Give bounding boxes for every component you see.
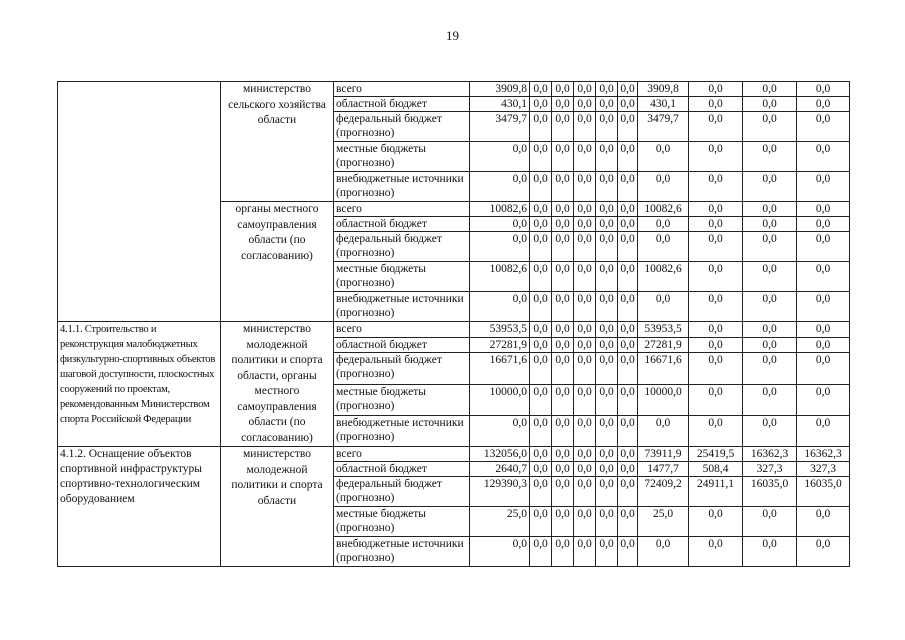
year-amount-cell: 0,0 xyxy=(618,172,638,202)
year-amount-cell: 0,0 xyxy=(618,537,638,567)
year-amount-cell: 0,0 xyxy=(552,82,574,97)
year-amount-cell: 508,4 xyxy=(689,462,743,477)
year-amount-cell: 0,0 xyxy=(797,384,850,415)
year-amount-cell: 0,0 xyxy=(797,322,850,338)
funding-source-cell: всего xyxy=(334,202,470,217)
executor-cell: министерство молодежной политики и спорта области, органы местного самоуправления области (по согласованию) xyxy=(221,322,334,447)
year-amount-cell: 0,0 xyxy=(530,292,552,322)
year-amount-cell: 0,0 xyxy=(743,322,797,338)
year-amount-cell: 0,0 xyxy=(552,477,574,507)
year-amount-cell: 0,0 xyxy=(689,384,743,415)
year-amount-cell: 0,0 xyxy=(596,384,618,415)
year-amount-cell: 0,0 xyxy=(596,112,618,142)
year-amount-cell: 0,0 xyxy=(618,447,638,462)
year-amount-cell: 0,0 xyxy=(530,384,552,415)
year-amount-cell: 0,0 xyxy=(574,97,596,112)
year-amount-cell: 0,0 xyxy=(797,202,850,217)
year-amount-cell: 0,0 xyxy=(797,353,850,384)
year-amount-cell: 0,0 xyxy=(552,447,574,462)
year-amount-cell: 73911,9 xyxy=(638,447,689,462)
funding-source-cell: местные бюджеты (прогнозно) xyxy=(334,142,470,172)
funding-source-cell: внебюджетные источники (прогнозно) xyxy=(334,537,470,567)
year-amount-cell: 0,0 xyxy=(574,353,596,384)
year-amount-cell: 0,0 xyxy=(743,82,797,97)
year-amount-cell: 0,0 xyxy=(596,82,618,97)
year-amount-cell: 25419,5 xyxy=(689,447,743,462)
year-amount-cell: 0,0 xyxy=(797,232,850,262)
total-amount-cell: 3909,8 xyxy=(470,82,530,97)
year-amount-cell: 0,0 xyxy=(743,292,797,322)
year-amount-cell: 0,0 xyxy=(618,262,638,292)
year-amount-cell: 0,0 xyxy=(530,82,552,97)
year-amount-cell: 0,0 xyxy=(797,142,850,172)
year-amount-cell: 0,0 xyxy=(743,353,797,384)
year-amount-cell: 0,0 xyxy=(743,142,797,172)
year-amount-cell: 0,0 xyxy=(743,415,797,446)
year-amount-cell: 0,0 xyxy=(552,217,574,232)
year-amount-cell: 0,0 xyxy=(552,384,574,415)
year-amount-cell: 0,0 xyxy=(596,415,618,446)
year-amount-cell: 0,0 xyxy=(689,82,743,97)
funding-table xyxy=(57,81,850,567)
year-amount-cell: 0,0 xyxy=(618,112,638,142)
total-amount-cell: 0,0 xyxy=(470,142,530,172)
year-amount-cell: 16362,3 xyxy=(743,447,797,462)
year-amount-cell: 0,0 xyxy=(574,112,596,142)
year-amount-cell: 0,0 xyxy=(618,232,638,262)
year-amount-cell: 0,0 xyxy=(743,384,797,415)
year-amount-cell: 0,0 xyxy=(689,202,743,217)
year-amount-cell: 0,0 xyxy=(530,477,552,507)
total-amount-cell: 132056,0 xyxy=(470,447,530,462)
year-amount-cell: 0,0 xyxy=(618,415,638,446)
year-amount-cell: 0,0 xyxy=(552,112,574,142)
executor-cell: органы местного самоуправления области (по согласованию) xyxy=(221,202,334,322)
year-amount-cell: 0,0 xyxy=(552,142,574,172)
year-amount-cell: 16362,3 xyxy=(797,447,850,462)
year-amount-cell: 0,0 xyxy=(596,142,618,172)
year-amount-cell: 0,0 xyxy=(689,217,743,232)
year-amount-cell: 27281,9 xyxy=(638,337,689,353)
funding-source-cell: местные бюджеты (прогнозно) xyxy=(334,507,470,537)
total-amount-cell: 10082,6 xyxy=(470,262,530,292)
year-amount-cell: 0,0 xyxy=(574,322,596,338)
year-amount-cell: 430,1 xyxy=(638,97,689,112)
year-amount-cell: 0,0 xyxy=(618,217,638,232)
year-amount-cell: 0,0 xyxy=(552,232,574,262)
year-amount-cell: 0,0 xyxy=(574,82,596,97)
year-amount-cell: 0,0 xyxy=(530,507,552,537)
year-amount-cell: 0,0 xyxy=(574,142,596,172)
year-amount-cell: 0,0 xyxy=(638,292,689,322)
year-amount-cell: 0,0 xyxy=(530,337,552,353)
funding-source-cell: областной бюджет xyxy=(334,97,470,112)
year-amount-cell: 0,0 xyxy=(574,292,596,322)
year-amount-cell: 0,0 xyxy=(574,232,596,262)
year-amount-cell: 10082,6 xyxy=(638,262,689,292)
year-amount-cell: 24911,1 xyxy=(689,477,743,507)
year-amount-cell: 0,0 xyxy=(574,477,596,507)
year-amount-cell: 0,0 xyxy=(530,462,552,477)
funding-source-cell: внебюджетные источники (прогнозно) xyxy=(334,415,470,446)
year-amount-cell: 0,0 xyxy=(797,337,850,353)
funding-source-cell: федеральный бюджет (прогнозно) xyxy=(334,477,470,507)
year-amount-cell: 0,0 xyxy=(574,537,596,567)
year-amount-cell: 0,0 xyxy=(689,322,743,338)
year-amount-cell: 0,0 xyxy=(574,507,596,537)
year-amount-cell: 0,0 xyxy=(618,462,638,477)
funding-source-cell: областной бюджет xyxy=(334,217,470,232)
total-amount-cell: 0,0 xyxy=(470,172,530,202)
total-amount-cell: 0,0 xyxy=(470,537,530,567)
year-amount-cell: 0,0 xyxy=(689,353,743,384)
year-amount-cell: 0,0 xyxy=(638,415,689,446)
year-amount-cell: 0,0 xyxy=(552,322,574,338)
year-amount-cell: 0,0 xyxy=(797,82,850,97)
year-amount-cell: 0,0 xyxy=(743,232,797,262)
year-amount-cell: 53953,5 xyxy=(638,322,689,338)
program-name-cell: 4.1.1. Строительство и реконструкция малобюджетных физкультурно-спортивных объектов шаговой доступности, плоскостных сооружений по проектам, рекомендованным Министерством спорта Российской Федерации xyxy=(58,322,221,447)
year-amount-cell: 1477,7 xyxy=(638,462,689,477)
year-amount-cell: 0,0 xyxy=(596,477,618,507)
year-amount-cell: 0,0 xyxy=(552,202,574,217)
program-name-cell xyxy=(58,82,221,322)
year-amount-cell: 0,0 xyxy=(638,142,689,172)
year-amount-cell: 0,0 xyxy=(574,447,596,462)
year-amount-cell: 0,0 xyxy=(618,507,638,537)
total-amount-cell: 129390,3 xyxy=(470,477,530,507)
year-amount-cell: 10082,6 xyxy=(638,202,689,217)
year-amount-cell: 0,0 xyxy=(596,202,618,217)
year-amount-cell: 0,0 xyxy=(618,82,638,97)
year-amount-cell: 0,0 xyxy=(689,337,743,353)
year-amount-cell: 327,3 xyxy=(797,462,850,477)
year-amount-cell: 0,0 xyxy=(596,537,618,567)
year-amount-cell: 0,0 xyxy=(574,202,596,217)
year-amount-cell: 0,0 xyxy=(618,202,638,217)
total-amount-cell: 27281,9 xyxy=(470,337,530,353)
year-amount-cell: 0,0 xyxy=(574,337,596,353)
funding-source-cell: федеральный бюджет (прогнозно) xyxy=(334,112,470,142)
total-amount-cell: 430,1 xyxy=(470,97,530,112)
year-amount-cell: 0,0 xyxy=(689,97,743,112)
year-amount-cell: 0,0 xyxy=(552,537,574,567)
year-amount-cell: 0,0 xyxy=(797,415,850,446)
year-amount-cell: 0,0 xyxy=(743,202,797,217)
year-amount-cell: 0,0 xyxy=(618,142,638,172)
year-amount-cell: 0,0 xyxy=(596,217,618,232)
program-name-cell: 4.1.2. Оснащение объектов спортивной инфраструктуры спортивно-технологическим оборудованием xyxy=(58,447,221,567)
funding-source-cell: федеральный бюджет (прогнозно) xyxy=(334,232,470,262)
year-amount-cell: 0,0 xyxy=(574,415,596,446)
year-amount-cell: 327,3 xyxy=(743,462,797,477)
year-amount-cell: 0,0 xyxy=(596,447,618,462)
year-amount-cell: 0,0 xyxy=(530,537,552,567)
year-amount-cell: 0,0 xyxy=(530,415,552,446)
year-amount-cell: 0,0 xyxy=(689,112,743,142)
year-amount-cell: 0,0 xyxy=(574,384,596,415)
year-amount-cell: 0,0 xyxy=(797,97,850,112)
year-amount-cell: 0,0 xyxy=(618,337,638,353)
table-row xyxy=(58,322,850,338)
year-amount-cell: 0,0 xyxy=(552,415,574,446)
year-amount-cell: 0,0 xyxy=(596,322,618,338)
year-amount-cell: 0,0 xyxy=(530,447,552,462)
year-amount-cell: 0,0 xyxy=(552,353,574,384)
year-amount-cell: 0,0 xyxy=(743,262,797,292)
year-amount-cell: 0,0 xyxy=(552,172,574,202)
year-amount-cell: 0,0 xyxy=(530,142,552,172)
year-amount-cell: 0,0 xyxy=(596,262,618,292)
total-amount-cell: 25,0 xyxy=(470,507,530,537)
funding-source-cell: местные бюджеты (прогнозно) xyxy=(334,384,470,415)
year-amount-cell: 0,0 xyxy=(530,202,552,217)
year-amount-cell: 0,0 xyxy=(618,353,638,384)
year-amount-cell: 0,0 xyxy=(689,415,743,446)
table-row xyxy=(58,82,850,97)
year-amount-cell: 0,0 xyxy=(530,353,552,384)
year-amount-cell: 72409,2 xyxy=(638,477,689,507)
total-amount-cell: 0,0 xyxy=(470,292,530,322)
funding-source-cell: всего xyxy=(334,82,470,97)
year-amount-cell: 0,0 xyxy=(743,112,797,142)
total-amount-cell: 0,0 xyxy=(470,415,530,446)
year-amount-cell: 3479,7 xyxy=(638,112,689,142)
table-row xyxy=(58,447,850,462)
year-amount-cell: 0,0 xyxy=(797,507,850,537)
year-amount-cell: 0,0 xyxy=(596,232,618,262)
year-amount-cell: 0,0 xyxy=(618,477,638,507)
total-amount-cell: 2640,7 xyxy=(470,462,530,477)
year-amount-cell: 0,0 xyxy=(689,507,743,537)
year-amount-cell: 0,0 xyxy=(596,292,618,322)
total-amount-cell: 16671,6 xyxy=(470,353,530,384)
year-amount-cell: 0,0 xyxy=(743,97,797,112)
year-amount-cell: 0,0 xyxy=(743,337,797,353)
executor-cell: министерство молодежной политики и спорта области xyxy=(221,447,334,567)
funding-source-cell: федеральный бюджет (прогнозно) xyxy=(334,353,470,384)
funding-source-cell: внебюджетные источники (прогнозно) xyxy=(334,292,470,322)
year-amount-cell: 0,0 xyxy=(638,232,689,262)
total-amount-cell: 10000,0 xyxy=(470,384,530,415)
year-amount-cell: 0,0 xyxy=(743,217,797,232)
funding-source-cell: всего xyxy=(334,447,470,462)
year-amount-cell: 0,0 xyxy=(530,232,552,262)
year-amount-cell: 0,0 xyxy=(596,462,618,477)
year-amount-cell: 0,0 xyxy=(797,537,850,567)
year-amount-cell: 0,0 xyxy=(574,462,596,477)
year-amount-cell: 0,0 xyxy=(618,384,638,415)
year-amount-cell: 0,0 xyxy=(552,462,574,477)
year-amount-cell: 0,0 xyxy=(618,292,638,322)
total-amount-cell: 0,0 xyxy=(470,217,530,232)
year-amount-cell: 0,0 xyxy=(530,322,552,338)
year-amount-cell: 0,0 xyxy=(618,322,638,338)
total-amount-cell: 53953,5 xyxy=(470,322,530,338)
year-amount-cell: 16035,0 xyxy=(797,477,850,507)
year-amount-cell: 0,0 xyxy=(743,537,797,567)
year-amount-cell: 0,0 xyxy=(596,172,618,202)
year-amount-cell: 0,0 xyxy=(638,172,689,202)
year-amount-cell: 0,0 xyxy=(618,97,638,112)
year-amount-cell: 0,0 xyxy=(689,292,743,322)
year-amount-cell: 10000,0 xyxy=(638,384,689,415)
funding-source-cell: внебюджетные источники (прогнозно) xyxy=(334,172,470,202)
year-amount-cell: 16671,6 xyxy=(638,353,689,384)
year-amount-cell: 0,0 xyxy=(574,262,596,292)
year-amount-cell: 0,0 xyxy=(797,172,850,202)
year-amount-cell: 0,0 xyxy=(596,337,618,353)
year-amount-cell: 0,0 xyxy=(552,262,574,292)
year-amount-cell: 0,0 xyxy=(552,292,574,322)
funding-source-cell: местные бюджеты (прогнозно) xyxy=(334,262,470,292)
funding-source-cell: областной бюджет xyxy=(334,462,470,477)
year-amount-cell: 0,0 xyxy=(797,292,850,322)
year-amount-cell: 0,0 xyxy=(689,232,743,262)
year-amount-cell: 0,0 xyxy=(552,97,574,112)
year-amount-cell: 16035,0 xyxy=(743,477,797,507)
year-amount-cell: 0,0 xyxy=(743,172,797,202)
year-amount-cell: 0,0 xyxy=(530,262,552,292)
total-amount-cell: 10082,6 xyxy=(470,202,530,217)
year-amount-cell: 0,0 xyxy=(638,217,689,232)
year-amount-cell: 0,0 xyxy=(530,112,552,142)
year-amount-cell: 0,0 xyxy=(797,217,850,232)
year-amount-cell: 25,0 xyxy=(638,507,689,537)
year-amount-cell: 0,0 xyxy=(596,97,618,112)
year-amount-cell: 0,0 xyxy=(574,217,596,232)
year-amount-cell: 3909,8 xyxy=(638,82,689,97)
year-amount-cell: 0,0 xyxy=(743,507,797,537)
year-amount-cell: 0,0 xyxy=(552,507,574,537)
year-amount-cell: 0,0 xyxy=(797,112,850,142)
year-amount-cell: 0,0 xyxy=(596,507,618,537)
page-number: 19 xyxy=(446,28,459,43)
year-amount-cell: 0,0 xyxy=(638,537,689,567)
year-amount-cell: 0,0 xyxy=(530,172,552,202)
year-amount-cell: 0,0 xyxy=(574,172,596,202)
year-amount-cell: 0,0 xyxy=(797,262,850,292)
year-amount-cell: 0,0 xyxy=(689,537,743,567)
year-amount-cell: 0,0 xyxy=(689,262,743,292)
total-amount-cell: 3479,7 xyxy=(470,112,530,142)
executor-cell: министерство сельского хозяйства области xyxy=(221,82,334,202)
year-amount-cell: 0,0 xyxy=(530,217,552,232)
year-amount-cell: 0,0 xyxy=(689,142,743,172)
year-amount-cell: 0,0 xyxy=(530,97,552,112)
total-amount-cell: 0,0 xyxy=(470,232,530,262)
year-amount-cell: 0,0 xyxy=(552,337,574,353)
year-amount-cell: 0,0 xyxy=(596,353,618,384)
funding-source-cell: областной бюджет xyxy=(334,337,470,353)
funding-source-cell: всего xyxy=(334,322,470,338)
year-amount-cell: 0,0 xyxy=(689,172,743,202)
